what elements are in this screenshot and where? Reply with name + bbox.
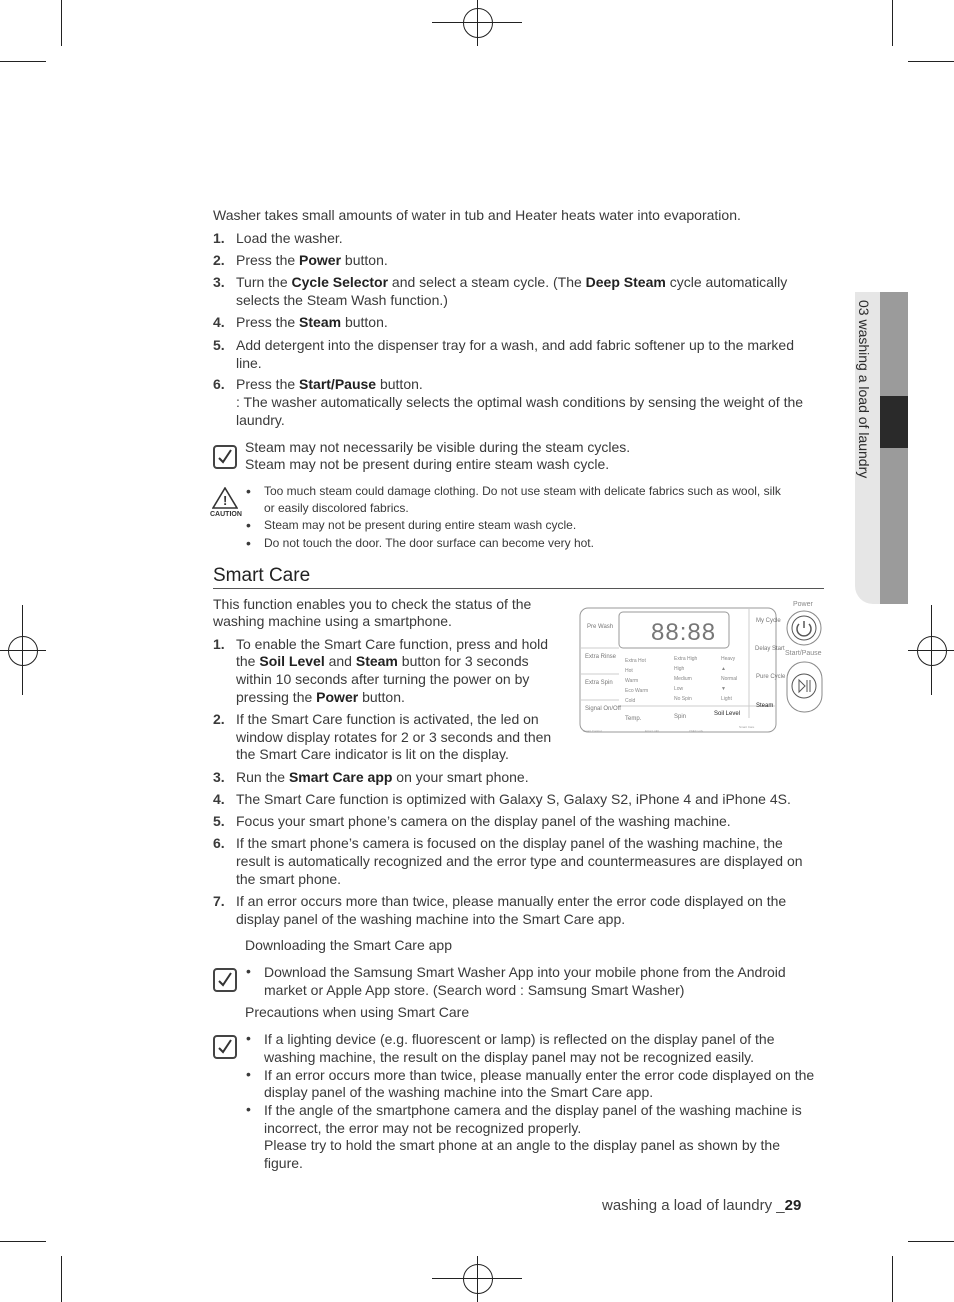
panel-btn: Extra Rinse: [585, 654, 617, 660]
panel-soil: Light: [721, 696, 732, 702]
precaution-text: If the angle of the smartphone camera and the display panel of the washing machine is: [264, 1102, 802, 1118]
step-number: 3.: [213, 769, 225, 785]
step-text: window display rotates for 2 or 3 seconds and then: [236, 729, 552, 745]
download-title: Downloading the Smart Care app: [245, 937, 453, 953]
step-number: 2.: [213, 252, 225, 268]
panel-temp: Hot: [625, 668, 633, 674]
panel-btn: Signal On/Off: [585, 706, 621, 712]
note-text: Steam may not necessarily be visible during the steam cycles.: [245, 439, 631, 455]
panel-spin: High: [674, 666, 685, 672]
precaution-text: incorrect, the error may not be recognized properly.: [264, 1120, 582, 1136]
precaution-text: Please try to hold the smart phone at an angle to the display panel as shown by the: [264, 1137, 780, 1153]
control-panel-figure: [579, 598, 826, 738]
smart-intro: This function enables you to check the status of the: [213, 596, 532, 612]
svg-text:Child Lock: Child Lock: [689, 729, 704, 733]
panel-temp: Extra Hot: [625, 658, 646, 664]
step-text: Focus your smart phone’s camera on the display panel of the washing machine.: [236, 813, 731, 829]
step-number: 1.: [213, 230, 225, 246]
precaution-text: display panel of the washing machine into the Smart Care app.: [264, 1084, 654, 1100]
panel-spin: No Spin: [674, 696, 692, 702]
caution-text: Do not touch the door. The door surface can become very hot.: [264, 536, 594, 550]
step-text: Run the Smart Care app on your smart phone.: [236, 769, 529, 785]
precaution-text: washing machine, the result on the display panel may not be recognized easily.: [264, 1049, 755, 1065]
download-note: Download the Samsung Smart Washer App into your mobile phone from the Android: [264, 964, 786, 980]
precaution-text: If an error occurs more than twice, please manually enter the error code displayed on the: [264, 1067, 815, 1083]
caution-label: CAUTION: [210, 511, 242, 518]
note-icon: [213, 1035, 237, 1059]
step-text: pressing the Power button.: [236, 689, 405, 705]
step-text: To enable the Smart Care function, press and hold: [236, 636, 549, 652]
step-text: laundry.: [236, 412, 285, 428]
svg-text:Smart Control: Smart Control: [583, 729, 602, 733]
step-number: 7.: [213, 893, 225, 909]
side-tab-marker: [880, 396, 908, 448]
step-text: Load the washer.: [236, 230, 343, 246]
step-text: If the smart phone’s camera is focused on the display panel of the washing machine, the: [236, 835, 783, 851]
step-number: 4.: [213, 314, 225, 330]
panel-btn: My Cycle: [756, 618, 781, 624]
step-number: 5.: [213, 337, 225, 353]
section-title: Smart Care: [213, 565, 311, 586]
step-text: the Soil Level and Steam button for 3 seconds: [236, 653, 529, 669]
step-text: Press the Steam button.: [236, 314, 388, 330]
panel-spin: Medium: [674, 676, 692, 682]
note-icon: [213, 968, 237, 992]
intro-text: Washer takes small amounts of water in tub and Heater heats water into evaporation.: [213, 207, 741, 223]
panel-temp: Eco Warm: [625, 688, 649, 694]
step-text: selects the Steam Wash function.): [236, 292, 448, 308]
step-text: Add detergent into the dispenser tray for a wash, and add fabric softener up to the marked: [236, 337, 795, 353]
power-label: Power: [793, 601, 813, 608]
svg-text:!: !: [223, 493, 228, 508]
page-footer: washing a load of laundry _29: [602, 1197, 802, 1214]
panel-spin: Low: [674, 686, 684, 692]
svg-text:Smart Care: Smart Care: [739, 725, 755, 729]
panel-btn: Delay Start: [755, 646, 785, 652]
section-rule: [213, 588, 824, 589]
step-text: within 10 seconds after turning the power on by: [236, 671, 530, 687]
step-number: 5.: [213, 813, 225, 829]
panel-spin: Extra High: [674, 656, 698, 662]
step-text: If an error occurs more than twice, please manually enter the error code displayed on the: [236, 893, 787, 909]
panel-btn: Steam: [756, 703, 774, 709]
step-text: result is automatically recognized and the error type and countermeasures are displayed on: [236, 853, 803, 869]
step-number: 6.: [213, 835, 225, 851]
panel-temp: Warm: [625, 678, 639, 684]
panel-btn: Spin: [674, 714, 687, 720]
download-note: market or Apple App store. (Search word : Samsung Smart Washer): [264, 982, 685, 998]
panel-temp: Cold: [625, 698, 636, 704]
precaution-text: If a lighting device (e.g. fluorescent or lamp) is reflected on the display panel of the: [264, 1031, 775, 1047]
step-number: 2.: [213, 711, 225, 727]
caution-text: Too much steam could damage clothing. Do not use steam with delicate fabrics such as wool, silk: [264, 484, 781, 498]
svg-text:Error Light: Error Light: [645, 729, 660, 733]
caution-text: Steam may not be present during entire steam wash cycle.: [264, 518, 577, 532]
precaution-text: figure.: [264, 1155, 303, 1171]
panel-btn: Pure Cycle: [756, 674, 786, 680]
step-text: line.: [236, 355, 262, 371]
start-label: Start/Pause: [785, 650, 822, 657]
step-text: Press the Power button.: [236, 252, 388, 268]
panel-btn: Pre Wash: [587, 624, 614, 630]
panel-btn: Temp.: [625, 716, 642, 722]
panel-display: 88:88: [651, 619, 717, 646]
side-tab-label: 03 washing a load of laundry: [856, 300, 872, 479]
panel-soil: Normal: [721, 676, 738, 682]
step-text: Press the Start/Pause button.: [236, 376, 423, 392]
step-text: the Smart Care indicator is lit on the display.: [236, 746, 509, 762]
step-text: display panel of the washing machine into the Smart Care app.: [236, 911, 626, 927]
step-number: 1.: [213, 636, 225, 652]
step-text: Turn the Cycle Selector and select a steam cycle. (The Deep Steam cycle automatically: [236, 274, 788, 290]
smart-intro: washing machine using a smartphone.: [213, 613, 452, 629]
panel-btn: Soil Level: [714, 711, 741, 717]
note-text: Steam may not be present during entire steam wash cycle.: [245, 456, 610, 472]
caution-icon: [212, 487, 238, 511]
panel-soil: ▼: [721, 686, 726, 692]
step-text: The Smart Care function is optimized with Galaxy S, Galaxy S2, iPhone 4 and iPhone 4S.: [236, 791, 791, 807]
step-text: : The washer automatically selects the optimal wash conditions by sensing the weight of the: [236, 394, 804, 410]
step-text: the smart phone.: [236, 871, 342, 887]
step-text: If the Smart Care function is activated, the led on: [236, 711, 539, 727]
step-number: 3.: [213, 274, 225, 290]
panel-soil: Heavy: [721, 656, 736, 662]
side-tab-bar: [880, 292, 908, 604]
panel-btn: Extra Spin: [585, 680, 613, 686]
precautions-title: Precautions when using Smart Care: [245, 1004, 470, 1020]
step-number: 4.: [213, 791, 225, 807]
panel-soil: ▲: [721, 666, 726, 672]
note-icon: [213, 445, 237, 469]
step-number: 6.: [213, 376, 225, 392]
caution-text: or easily discolored fabrics.: [264, 501, 409, 515]
